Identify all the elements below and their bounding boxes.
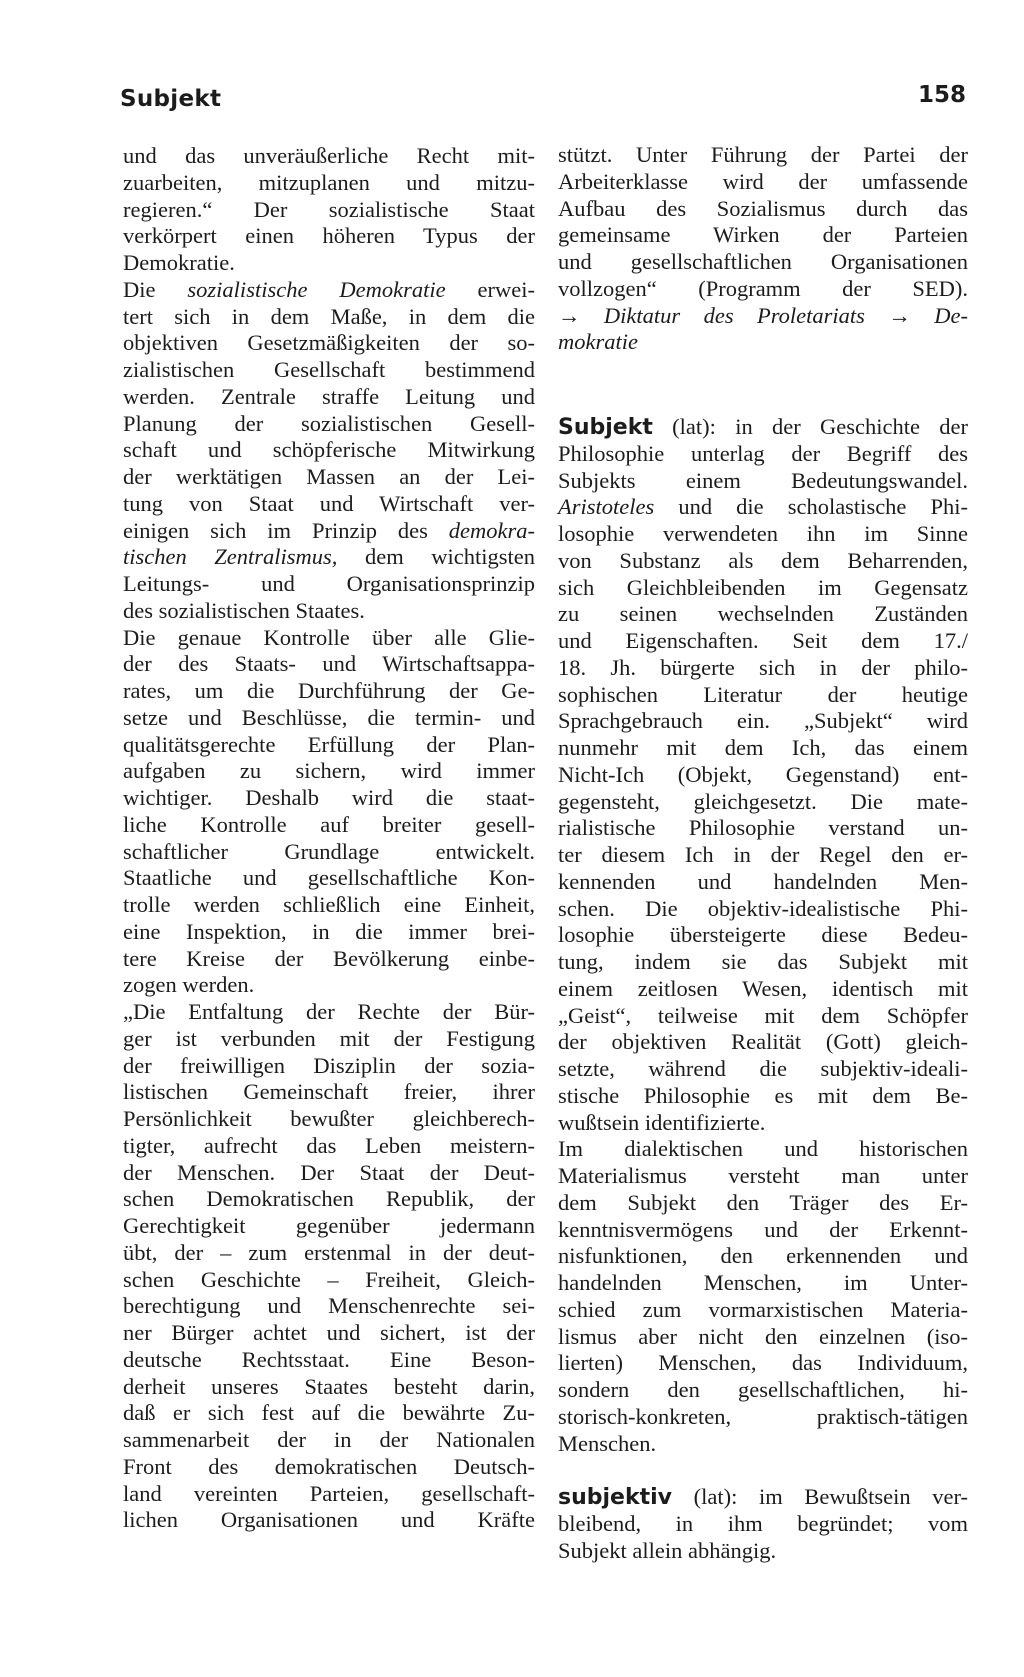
headword: subjektiv [558, 1485, 672, 1511]
text-line: des sozialistischen Staates. [123, 597, 365, 623]
text-line: Leitungs- und Organisationsprinzip [123, 571, 535, 596]
left-column [123, 143, 535, 1534]
text-line: daß er sich fest auf die bewährte Zu- [123, 1400, 535, 1426]
text-line: „Die Entfaltung der Rechte der Bür- [123, 999, 535, 1024]
text-line: tigter, aufrecht das Leben meistern- [123, 1132, 535, 1158]
text-line: berechtigung und Menschenrechte sei- [123, 1293, 535, 1319]
text-line: losophie übersteigerte diese Bedeu- [558, 922, 968, 948]
text-line: setze und Beschlüsse, die termin- und [123, 704, 535, 730]
text-line: lichen Organisationen und Kräfte [123, 1507, 535, 1533]
text-line: lierten) Menschen, das Individuum, [558, 1350, 968, 1376]
text-line: Arbeiterklasse wird der umfassende [558, 168, 968, 194]
text-line: stützt. Unter Führung der Partei der [558, 142, 968, 167]
text-line: nunmehr mit dem Ich, das einem [558, 735, 968, 760]
text-line: liche Kontrolle auf breiter gesell- [123, 811, 535, 837]
text-line: Aufbau des Sozialismus durch das [558, 195, 968, 221]
text-line: zialistischen Gesellschaft bestimmend [123, 357, 535, 382]
text-line: schaftlicher Grundlage entwickelt. [123, 838, 535, 864]
right-column [558, 142, 968, 1565]
text-line: Gerechtigkeit gegenüber jedermann [123, 1213, 535, 1238]
text-line: „Geist“, teilweise mit dem Schöpfer [558, 1002, 968, 1028]
text-line: einigen sich im Prinzip des demokra- [123, 517, 535, 543]
text-line: schen Geschichte – Freiheit, Gleich- [123, 1266, 535, 1292]
quotation-paragraph [123, 999, 535, 1534]
emphasis-term: demokra- [448, 517, 535, 543]
text-line: werden. Zentrale straffe Leitung und [123, 383, 535, 409]
text-line: Menschen. [558, 1430, 657, 1456]
text-line: eine Inspektion, in die immer brei- [123, 918, 535, 944]
text-line: der werktätigen Massen an der Lei- [123, 464, 535, 489]
text-line: kenntnisvermögens und der Erkennt- [558, 1216, 968, 1242]
cross-reference: → Diktatur des Proletariats → De- [558, 302, 968, 328]
text-line: Die sozialistische Demokratie erwei- [123, 276, 535, 302]
text-line: Planung der sozialistischen Gesell- [123, 410, 535, 436]
text-line: gegensteht, gleichgesetzt. Die mate- [558, 788, 968, 814]
entry-gap [558, 356, 968, 388]
text-line: storisch-konkreten, praktisch-tätigen [558, 1403, 968, 1429]
entry-gap [558, 388, 968, 414]
text-line: rates, um die Durchführung der Ge- [123, 678, 535, 703]
text-line: sich Gleichbleibenden im Gegensatz [558, 574, 968, 600]
text-line: Subjekt (lat): in der Geschichte der [558, 414, 968, 440]
text-line: tert sich in dem Maße, in dem die [123, 303, 535, 329]
text-line: handelnden Menschen, im Unter- [558, 1270, 968, 1295]
text-line: wußtsein identifizierte. [558, 1109, 766, 1135]
text-line: Front des demokratischen Deutsch- [123, 1453, 535, 1479]
text-line: regieren.“ Der sozialistische Staat [123, 196, 535, 222]
text-line: schaft und schöpferische Mitwirkung [123, 437, 535, 463]
text-line: land vereinten Parteien, gesellschaft- [123, 1480, 535, 1506]
text-line: qualitätsgerechte Erfüllung der Plan- [123, 731, 535, 757]
headword: Subjekt [558, 415, 653, 440]
paragraph [558, 142, 968, 356]
running-head: Subjekt [120, 86, 222, 112]
text-line: verkörpert einen höheren Typus der [123, 223, 535, 249]
text-line: Subjekts einem Bedeutungswandel. [558, 467, 968, 493]
text-line: aufgaben zu sichern, wird immer [123, 758, 535, 784]
text-line: sammenarbeit der in der Nationalen [123, 1427, 535, 1452]
text-line: und gesellschaftlichen Organisationen [558, 249, 968, 274]
paragraph [123, 625, 535, 1000]
text-line: Subjekt allein abhängig. [558, 1537, 777, 1563]
text-line: zogen werden. [123, 972, 255, 998]
text-line: von Substanz als dem Beharrenden, [558, 547, 968, 573]
text-line: einem zeitlosen Wesen, identisch mit [558, 975, 968, 1001]
text-line: Materialismus versteht man unter [558, 1163, 968, 1188]
entry-gap [558, 1457, 968, 1484]
emphasis-term: Aristoteles [558, 494, 655, 520]
text-line: stische Philosophie es mit dem Be- [558, 1082, 968, 1108]
paragraph [123, 277, 535, 625]
text-line: Philosophie unterlag der Begriff des [558, 440, 968, 466]
text-line: und Eigenschaften. Seit dem 17./ [558, 628, 968, 653]
text-line: übt, der – zum erstenmal in der deut- [123, 1239, 535, 1265]
text-line: ter diesem Ich in der Regel den er- [558, 842, 968, 867]
text-line: schied zum vormarxistischen Materia- [558, 1296, 968, 1322]
text-line: Die genaue Kontrolle über alle Glie- [123, 624, 535, 650]
text-line: bleibend, in ihm begründet; vom [558, 1511, 968, 1536]
text-line: Im dialektischen und historischen [558, 1136, 968, 1162]
text-line: rialistische Philosophie verstand un- [558, 815, 968, 841]
text-line: Sprachgebrauch ein. „Subjekt“ wird [558, 708, 968, 734]
page-number: 158 [918, 82, 967, 108]
text-line: Aristoteles und die scholastische Phi- [558, 494, 968, 520]
text-line: der des Staats- und Wirtschaftsappa- [123, 651, 535, 677]
text-line: Persönlichkeit bewußter gleichberech- [123, 1106, 535, 1131]
text-line: gemeinsame Wirken der Parteien [558, 222, 968, 248]
text-line: ner Bürger achtet und sichert, ist der [123, 1320, 535, 1345]
text-line: objektiven Gesetzmäßigkeiten der so- [123, 330, 535, 356]
text-line: wichtiger. Deshalb wird die staat- [123, 785, 535, 810]
text-line: sondern den gesellschaftlichen, hi- [558, 1377, 968, 1402]
text-line: und das unveräußerliche Recht mit- [123, 143, 535, 168]
cross-reference: mokratie [558, 329, 638, 355]
text-line: nisfunktionen, den erkennenden und [558, 1243, 968, 1269]
text-line: setzte, während die subjektiv-ideali- [558, 1056, 968, 1081]
text-line: der freiwilligen Disziplin der sozia- [123, 1052, 535, 1078]
text-line: dem Subjekt den Träger des Er- [558, 1189, 968, 1215]
text-line: trolle werden schließlich eine Einheit, [123, 892, 535, 917]
text-line: vollzogen“ (Programm der SED). [558, 275, 968, 301]
text-line: der Menschen. Der Staat der Deut- [123, 1159, 535, 1185]
text-line: lismus aber nicht den einzelnen (iso- [558, 1323, 968, 1349]
text-line: ger ist verbunden mit der Festigung [123, 1025, 535, 1051]
text-line: tere Kreise der Bevölkerung einbe- [123, 945, 535, 971]
text-line: zu seinen wechselnden Zuständen [558, 601, 968, 627]
entry-subjekt [558, 414, 968, 1457]
entry-subjektiv [558, 1484, 968, 1564]
text-line: tung, indem sie das Subjekt mit [558, 949, 968, 974]
text-line: Staatliche und gesellschaftliche Kon- [123, 865, 535, 891]
text-line: listischen Gemeinschaft freier, ihrer [123, 1079, 535, 1105]
text-line: losophie verwendeten ihn im Sinne [558, 521, 968, 546]
paragraph [123, 143, 535, 277]
text-line: Nicht-Ich (Objekt, Gegenstand) ent- [558, 761, 968, 787]
text-line: subjektiv (lat): im Bewußtsein ver- [558, 1484, 968, 1511]
text-line: deutsche Rechtsstaat. Eine Beson- [123, 1346, 535, 1372]
text-line: schen Demokratischen Republik, der [123, 1186, 535, 1212]
text-line: tischen Zentralismus, dem wichtigsten [123, 544, 535, 570]
emphasis-term: tischen Zentralismus, [123, 544, 338, 570]
text-line: kennenden und handelnden Men- [558, 868, 968, 894]
text-line: schen. Die objektiv-idealistische Phi- [558, 895, 968, 921]
text-line: der objektiven Realität (Gott) gleich- [558, 1029, 968, 1055]
text-line: Demokratie. [123, 250, 235, 275]
text-line: tung von Staat und Wirtschaft ver- [123, 490, 535, 516]
text-line: zuarbeiten, mitzuplanen und mitzu- [123, 169, 535, 195]
text-line: sophischen Literatur der heutige [558, 681, 968, 707]
text-line: 18. Jh. bürgerte sich in der philo- [558, 654, 968, 680]
emphasis-term: sozialistische Demokratie [187, 276, 446, 302]
text-line: derheit unseres Staates besteht darin, [123, 1373, 535, 1399]
